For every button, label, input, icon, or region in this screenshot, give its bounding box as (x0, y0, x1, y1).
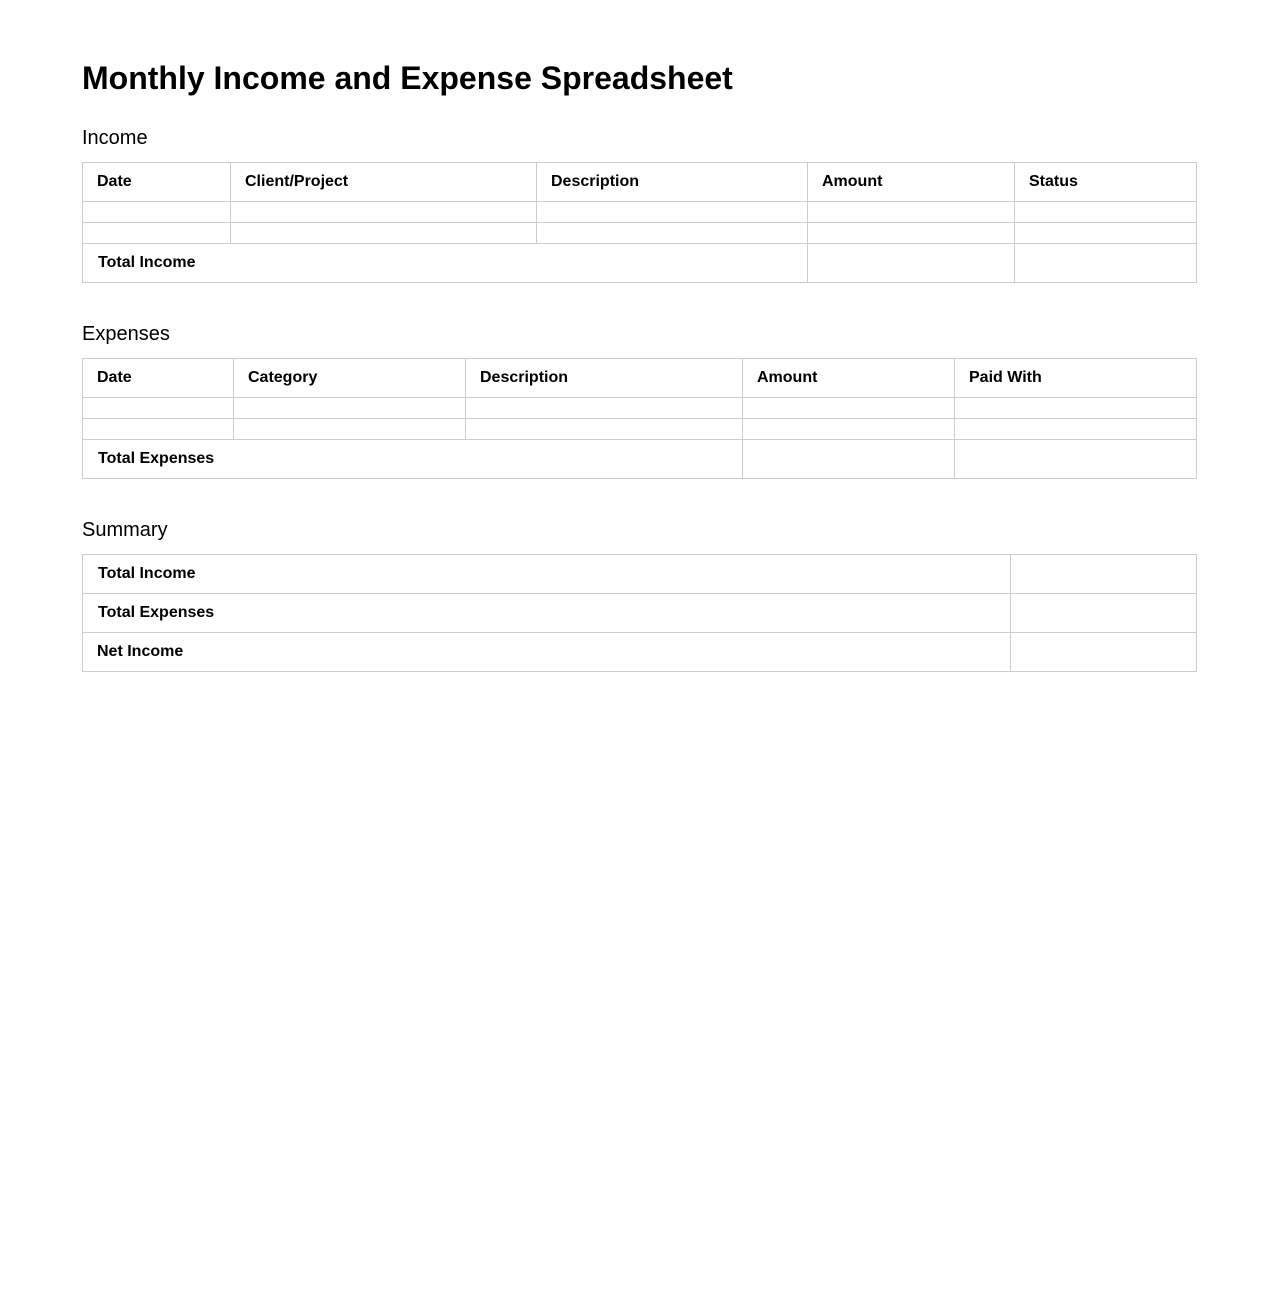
table-row (83, 202, 1197, 223)
expenses-cell[interactable] (234, 419, 466, 440)
income-cell[interactable] (1015, 223, 1197, 244)
income-col-status: Status (1015, 163, 1197, 202)
expenses-header-row (83, 359, 1197, 398)
expenses-table (82, 358, 1197, 479)
expenses-cell[interactable] (743, 419, 955, 440)
income-col-client-project: Client/Project (231, 163, 537, 202)
income-cell[interactable] (808, 202, 1015, 223)
expenses-cell[interactable] (234, 398, 466, 419)
income-total-row (83, 244, 1197, 283)
income-table (82, 162, 1197, 283)
summary-net-income-value[interactable] (1011, 633, 1197, 672)
total-expenses-paid-with[interactable] (955, 440, 1197, 479)
summary-table (82, 554, 1197, 672)
income-cell[interactable] (537, 202, 808, 223)
total-expenses-amount[interactable] (743, 440, 955, 479)
table-row (83, 398, 1197, 419)
income-cell[interactable] (83, 223, 231, 244)
summary-net-income-label: Net Income (83, 633, 1011, 672)
expenses-cell[interactable] (83, 419, 234, 440)
income-cell[interactable] (537, 223, 808, 244)
summary-total-income-label: Total Income (83, 555, 1011, 594)
income-col-date: Date (83, 163, 231, 202)
total-income-amount[interactable] (808, 244, 1015, 283)
expenses-col-category: Category (234, 359, 466, 398)
expenses-col-paid-with: Paid With (955, 359, 1197, 398)
summary-total-expenses-value[interactable] (1011, 594, 1197, 633)
table-row (83, 419, 1197, 440)
summary-heading: Summary (82, 519, 168, 541)
expenses-cell[interactable] (466, 419, 743, 440)
expenses-col-amount: Amount (743, 359, 955, 398)
expenses-cell[interactable] (83, 398, 234, 419)
expenses-cell[interactable] (955, 419, 1197, 440)
summary-row-net-income (83, 633, 1197, 672)
page-title: Monthly Income and Expense Spreadsheet (82, 60, 733, 96)
expenses-cell[interactable] (466, 398, 743, 419)
income-cell[interactable] (231, 223, 537, 244)
income-cell[interactable] (1015, 202, 1197, 223)
income-col-description: Description (537, 163, 808, 202)
summary-total-income-value[interactable] (1011, 555, 1197, 594)
expenses-col-date: Date (83, 359, 234, 398)
table-row (83, 223, 1197, 244)
total-expenses-label: Total Expenses (83, 440, 743, 479)
income-cell[interactable] (231, 202, 537, 223)
expenses-total-row (83, 440, 1197, 479)
total-income-status[interactable] (1015, 244, 1197, 283)
expenses-heading: Expenses (82, 323, 170, 345)
summary-row-total-income (83, 555, 1197, 594)
expenses-cell[interactable] (955, 398, 1197, 419)
income-cell[interactable] (808, 223, 1015, 244)
income-col-amount: Amount (808, 163, 1015, 202)
summary-total-expenses-label: Total Expenses (83, 594, 1011, 633)
income-heading: Income (82, 127, 148, 149)
expenses-col-description: Description (466, 359, 743, 398)
income-cell[interactable] (83, 202, 231, 223)
income-header-row (83, 163, 1197, 202)
summary-row-total-expenses (83, 594, 1197, 633)
total-income-label: Total Income (83, 244, 808, 283)
expenses-cell[interactable] (743, 398, 955, 419)
